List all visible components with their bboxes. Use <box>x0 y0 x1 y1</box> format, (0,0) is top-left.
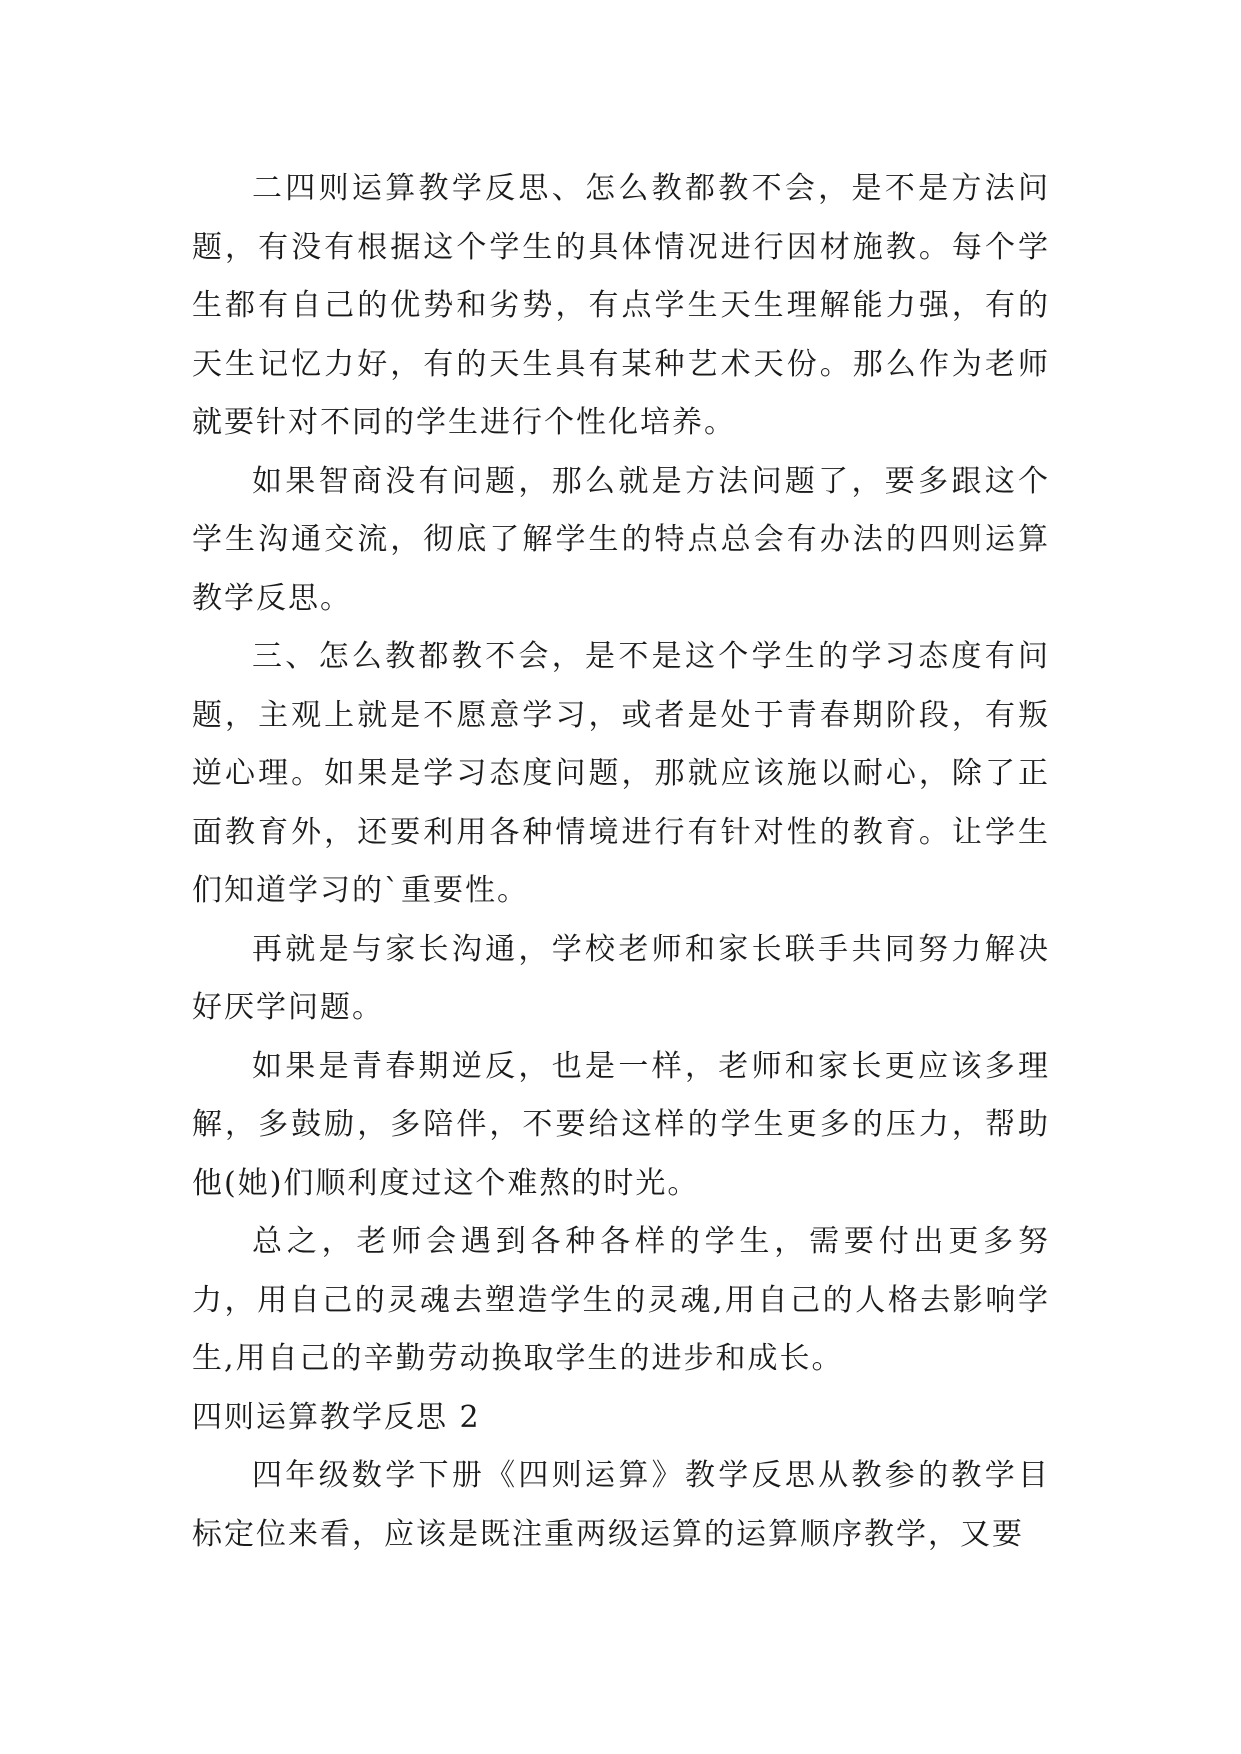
paragraph-grade-four-intro: 四年级数学下册《四则运算》教学反思从教参的教学目标定位来看，应该是既注重两级运算的运算顺序教学，又要 <box>192 1458 1050 1552</box>
paragraph-parent-communication: 再就是与家长沟通，学校老师和家长联手共同努力解决好厌学问题。 <box>192 931 1050 1025</box>
paragraph-adolescence: 如果是青春期逆反，也是一样，老师和家长更应该多理解，多鼓励，多陪伴，不要给这样的学生更多的压力，帮助他(她)们顺利度过这个难熬的时光。 <box>192 1048 1050 1201</box>
document-page <box>192 160 1050 1564</box>
section-heading: 四则运算教学反思 2 <box>192 1399 481 1435</box>
paragraph-learning-attitude: 三、怎么教都教不会，是不是这个学生的学习态度有问题，主观上就是不愿意学习，或者是处于青春期阶段，有叛逆心理。如果是学习态度问题，那就应该施以耐心，除了正面教育外，还要利用各种情境进行有针对性的教育。让学生们知道学习的`重要性。 <box>192 639 1050 908</box>
paragraph-communication: 如果智商没有问题，那么就是方法问题了，要多跟这个学生沟通交流，彻底了解学生的特点总会有办法的四则运算教学反思。 <box>192 463 1050 616</box>
paragraph-method-problem: 二四则运算教学反思、怎么教都教不会，是不是方法问题，有没有根据这个学生的具体情况进行因材施教。每个学生都有自己的优势和劣势，有点学生天生理解能力强，有的天生记忆力好，有的天生具有某种艺术天份。那么作为老师就要针对不同的学生进行个性化培养。 <box>192 171 1050 440</box>
paragraph-conclusion: 总之，老师会遇到各种各样的学生，需要付出更多努力，用自己的灵魂去塑造学生的灵魂,用自己的人格去影响学生,用自己的辛勤劳动换取学生的进步和成长。 <box>192 1224 1050 1376</box>
